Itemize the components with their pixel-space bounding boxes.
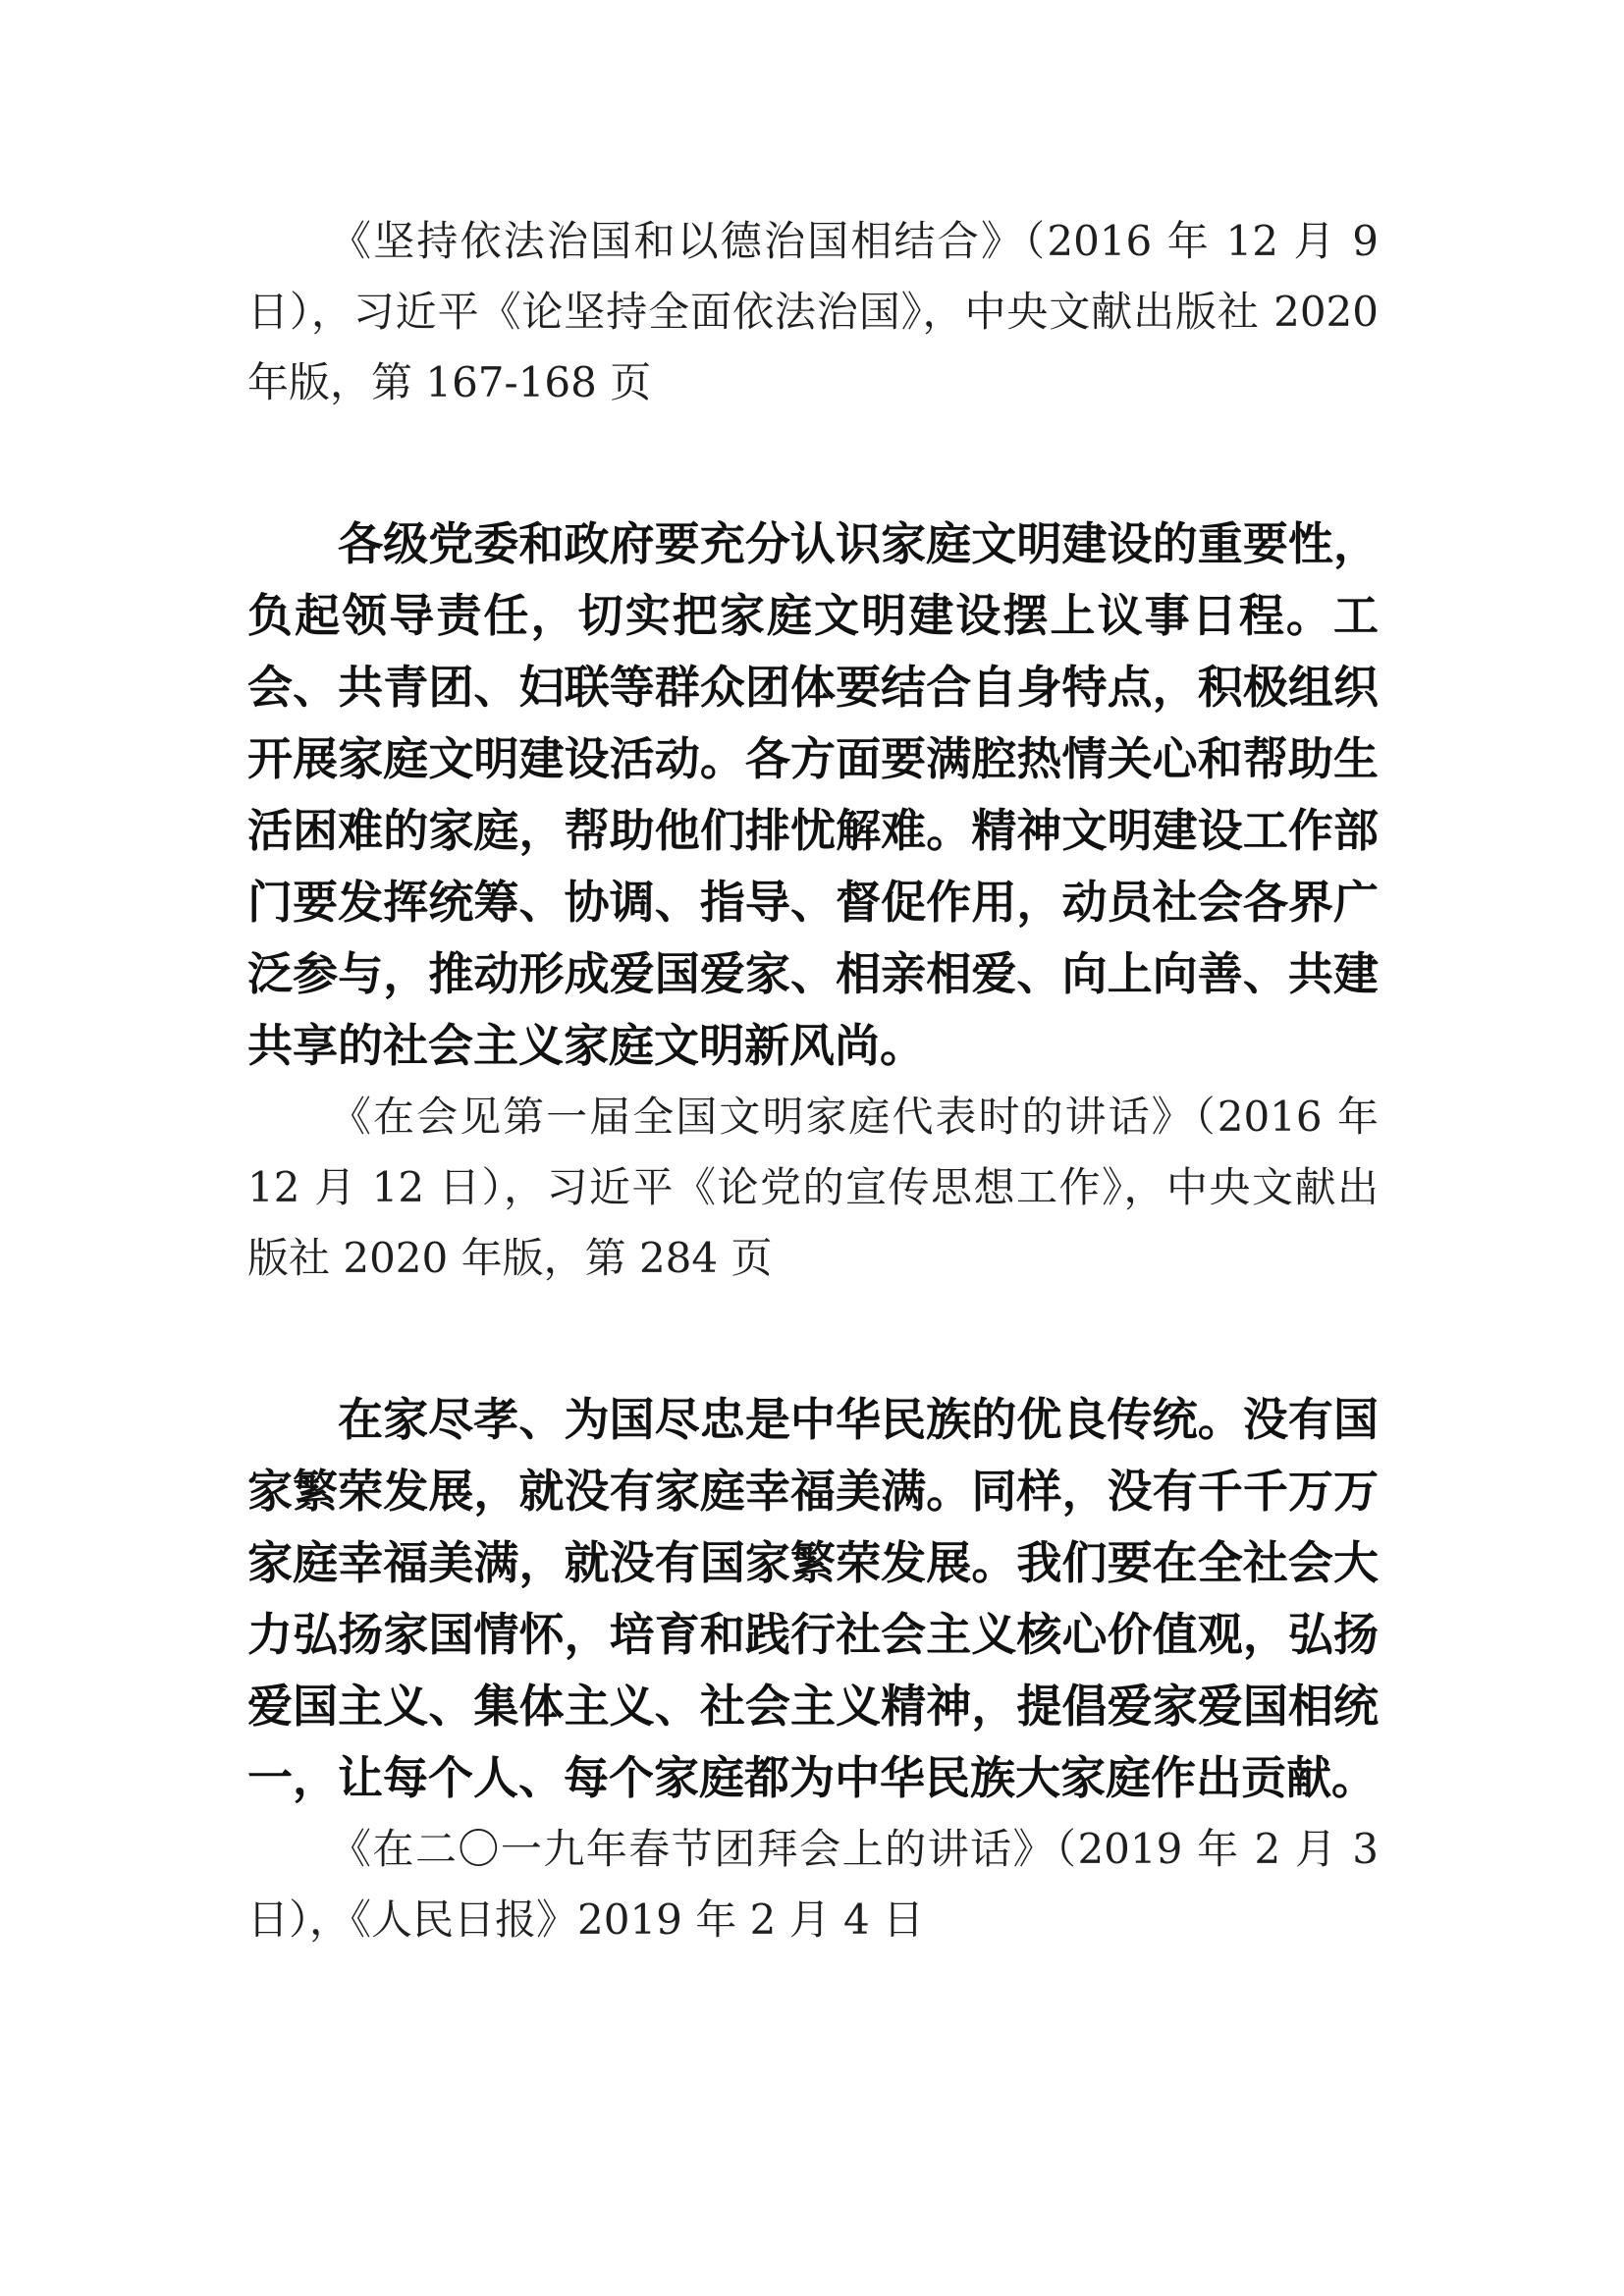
citation-1: 《坚持依法治国和以德治国相结合》（2016 年 12 月 9 日），习近平《论坚持全面依法治国》，中央文献出版社 2020 年版，第 167-168 页: [247, 217, 1379, 406]
citation-3: 《在二〇一九年春节团拜会上的讲话》（2019 年 2 月 3 日），《人民日报》2019 年 2 月 4 日: [247, 1825, 1379, 1944]
paragraph-gap: [247, 1294, 1379, 1384]
paragraph-gap: [247, 418, 1379, 508]
citation-2: 《在会见第一届全国文明家庭代表时的讲话》（2016 年 12 月 12 日），习近平《论党的宣传思想工作》，中央文献出版社 2020 年版，第 284 页: [247, 1093, 1379, 1282]
document-page: [247, 206, 1379, 1955]
quote-3: 在家尽孝、为国尽忠是中华民族的优良传统。没有国家繁荣发展，就没有家庭幸福美满。同样，没有千千万万家庭幸福美满，就没有国家繁荣发展。我们要在全社会大力弘扬家国情怀，培育和践行社会主义核心价值观，弘扬爱国主义、集体主义、社会主义精神，提倡爱家爱国相统一，让每个人、每个家庭都为中华民族大家庭作出贡献。: [247, 1393, 1379, 1804]
quote-2: 各级党委和政府要充分认识家庭文明建设的重要性，负起领导责任，切实把家庭文明建设摆上议事日程。工会、共青团、妇联等群众团体要结合自身特点，积极组织开展家庭文明建设活动。各方面要满腔热情关心和帮助生活困难的家庭，帮助他们排忧解难。精神文明建设工作部门要发挥统筹、协调、指导、督促作用，动员社会各界广泛参与，推动形成爱国爱家、相亲相爱、向上向善、共建共享的社会主义家庭文明新风尚。: [247, 517, 1379, 1072]
